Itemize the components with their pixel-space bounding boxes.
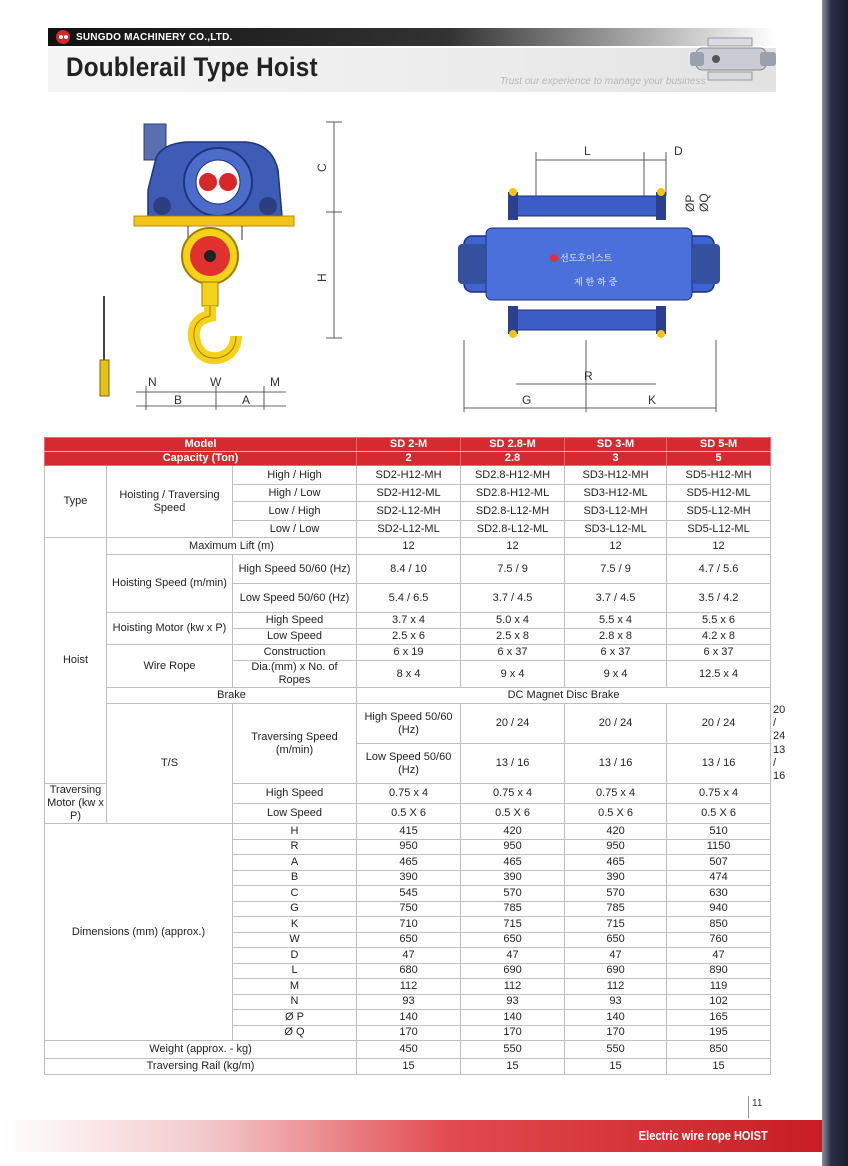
dim-label-n: N (148, 375, 157, 389)
dimension-row-label: N (233, 994, 357, 1010)
dimension-row-label: C (233, 886, 357, 902)
capacity-value: 5 (667, 452, 771, 466)
value-cell: SD2-L12-ML (357, 521, 461, 538)
value-cell: 93 (461, 994, 565, 1010)
table-row: T/S Traversing Speed (m/min) High Speed 50/60 (Hz) 20 / 24 20 / 24 20 / 24 20 / 24 (45, 704, 771, 744)
value-cell: 112 (461, 979, 565, 995)
value-cell: 140 (565, 1010, 667, 1026)
group-type: Type (45, 466, 107, 538)
company-brand (56, 30, 232, 44)
dimension-row-label: W (233, 932, 357, 948)
table-row (45, 438, 771, 452)
value-cell: 5.0 x 4 (461, 613, 565, 629)
value-cell: 950 (461, 839, 565, 855)
value-cell: 6 x 19 (357, 645, 461, 661)
value-cell: 170 (357, 1025, 461, 1041)
value-cell: 415 (357, 824, 461, 840)
value-cell: 119 (667, 979, 771, 995)
ts-motor-row-label: Low Speed (233, 804, 357, 824)
value-cell: 545 (357, 886, 461, 902)
value-cell: 0.75 x 4 (667, 784, 771, 804)
value-cell: 570 (461, 886, 565, 902)
value-cell: 47 (461, 948, 565, 964)
top-view-diagram (456, 140, 726, 415)
type-row-label: Low / High (233, 502, 357, 521)
value-cell: SD2-H12-ML (357, 485, 461, 502)
value-cell: 390 (565, 870, 667, 886)
value-cell: 12 (667, 538, 771, 555)
dimension-row-label: G (233, 901, 357, 917)
traversing-motor-label: Traversing Motor (kw x P) (45, 784, 107, 824)
value-cell: 15 (461, 1059, 565, 1075)
brake-value: DC Magnet Disc Brake (357, 688, 771, 704)
value-cell: SD2.8-H12-ML (461, 485, 565, 502)
value-cell: 785 (565, 901, 667, 917)
model-name: SD 2-M (357, 438, 461, 452)
group-hoist: Hoist (45, 538, 107, 784)
type-sub-label: Hoisting / Traversing Speed (107, 466, 233, 538)
value-cell: 15 (565, 1059, 667, 1075)
hoisting-speed-label: Hoisting Speed (m/min) (107, 555, 233, 613)
dimension-row-label: Ø Q (233, 1025, 357, 1041)
model-name: SD 2.8-M (461, 438, 565, 452)
motor-row-label: High Speed (233, 613, 357, 629)
value-cell: 8 x 4 (357, 661, 461, 688)
page-number-divider (748, 1096, 749, 1118)
footer-text: Electric wire rope HOIST (639, 1128, 768, 1143)
value-cell: 47 (565, 948, 667, 964)
value-cell: 6 x 37 (667, 645, 771, 661)
speed-row-label: Low Speed 50/60 (Hz) (233, 584, 357, 613)
table-row (45, 688, 771, 704)
value-cell: 0.75 x 4 (357, 784, 461, 804)
value-cell: 760 (667, 932, 771, 948)
value-cell: 450 (357, 1041, 461, 1059)
dim-label-p: ØP (683, 194, 697, 212)
page-title: Doublerail Type Hoist (66, 52, 318, 82)
dimension-row-label: L (233, 963, 357, 979)
value-cell: 680 (357, 963, 461, 979)
value-cell: 3.7 x 4 (357, 613, 461, 629)
value-cell: 9 x 4 (461, 661, 565, 688)
dimension-row-label: A (233, 855, 357, 871)
table-row (45, 452, 771, 466)
group-ts: T/S (107, 704, 233, 824)
value-cell: 650 (565, 932, 667, 948)
value-cell: 390 (357, 870, 461, 886)
value-cell: 4.7 / 5.6 (667, 555, 771, 584)
plate-text-capacity: 제 한 하 중 (574, 278, 618, 288)
table-row (45, 538, 771, 555)
dimension-row-label: H (233, 824, 357, 840)
dim-label-b: B (174, 393, 183, 407)
ts-motor-row-label: High Speed (233, 784, 357, 804)
capacity-value: 3 (565, 452, 667, 466)
type-row-label: High / High (233, 466, 357, 485)
dim-label-w: W (210, 375, 222, 389)
value-cell: 170 (565, 1025, 667, 1041)
capacity-value: 2 (357, 452, 461, 466)
rope-row-label: Dia.(mm) x No. of Ropes (233, 661, 357, 688)
company-name: SUNGDO MACHINERY CO.,LTD. (76, 31, 233, 43)
dim-label-r: R (584, 369, 593, 383)
capacity-value: 2.8 (461, 452, 565, 466)
value-cell: 20 / 24 (565, 704, 667, 744)
value-cell: 112 (357, 979, 461, 995)
value-cell: SD5-H12-MH (667, 466, 771, 485)
page-number: 11 (752, 1098, 763, 1109)
value-cell: 750 (357, 901, 461, 917)
value-cell: 12 (461, 538, 565, 555)
value-cell: 570 (565, 886, 667, 902)
brake-label: Brake (107, 688, 357, 704)
value-cell: 13 / 16 (565, 744, 667, 784)
value-cell: SD5-L12-MH (667, 502, 771, 521)
value-cell: SD2.8-L12-MH (461, 502, 565, 521)
dimension-row-label: Ø P (233, 1010, 357, 1026)
value-cell: 715 (565, 917, 667, 933)
value-cell: 465 (565, 855, 667, 871)
dim-label-q: ØQ (697, 193, 711, 212)
ts-speed-row-label: High Speed 50/60 (Hz) (357, 704, 461, 744)
value-cell: 165 (667, 1010, 771, 1026)
value-cell: 0.75 x 4 (565, 784, 667, 804)
value-cell: 13 / 16 (667, 744, 771, 784)
value-cell: 890 (667, 963, 771, 979)
company-logo-icon (56, 30, 70, 44)
value-cell: 850 (667, 917, 771, 933)
value-cell: SD2.8-H12-MH (461, 466, 565, 485)
dimension-row-label: M (233, 979, 357, 995)
ts-speed-row-label: Low Speed 50/60 (Hz) (357, 744, 461, 784)
value-cell: 0.5 X 6 (461, 804, 565, 824)
dim-label-l: L (584, 144, 591, 158)
table-row (45, 613, 771, 629)
value-cell: 47 (357, 948, 461, 964)
value-cell: 7.5 / 9 (461, 555, 565, 584)
value-cell: 140 (461, 1010, 565, 1026)
table-row: Low Speed 50/60 (Hz) 13 / 16 13 / 16 13 / 16 13 / 16 (45, 744, 771, 784)
table-row (45, 555, 771, 584)
value-cell: 850 (667, 1041, 771, 1059)
value-cell: 420 (461, 824, 565, 840)
value-cell: 630 (667, 886, 771, 902)
value-cell: 950 (565, 839, 667, 855)
spec-table (44, 437, 786, 1075)
weight-label: Weight (approx. - kg) (45, 1041, 357, 1059)
value-cell: 13 / 16 (461, 744, 565, 784)
hoisting-motor-label: Hoisting Motor (kw x P) (107, 613, 233, 645)
speed-row-label: High Speed 50/60 (Hz) (233, 555, 357, 584)
value-cell: 0.5 X 6 (565, 804, 667, 824)
value-cell: 465 (357, 855, 461, 871)
table-row (45, 466, 771, 485)
capacity-header: Capacity (Ton) (45, 452, 357, 466)
value-cell: 2.5 x 8 (461, 629, 565, 645)
value-cell: 650 (357, 932, 461, 948)
table-row (45, 824, 771, 840)
value-cell: 170 (461, 1025, 565, 1041)
value-cell: 2.8 x 8 (565, 629, 667, 645)
value-cell: 6 x 37 (565, 645, 667, 661)
value-cell: 940 (667, 901, 771, 917)
dimension-row-label: B (233, 870, 357, 886)
value-cell: SD3-L12-MH (565, 502, 667, 521)
value-cell: 650 (461, 932, 565, 948)
value-cell: 5.4 / 6.5 (357, 584, 461, 613)
page-edge (822, 0, 848, 1166)
value-cell: 3.5 / 4.2 (667, 584, 771, 613)
value-cell: 785 (461, 901, 565, 917)
plate-text-brand: 선도호이스트 (560, 254, 613, 264)
value-cell: SD5-H12-ML (667, 485, 771, 502)
value-cell: 3.7 / 4.5 (565, 584, 667, 613)
value-cell: 2.5 x 6 (357, 629, 461, 645)
value-cell: 3.7 / 4.5 (461, 584, 565, 613)
table-row (45, 1059, 771, 1075)
value-cell: 7.5 / 9 (565, 555, 667, 584)
value-cell: 715 (461, 917, 565, 933)
value-cell: 690 (461, 963, 565, 979)
traversing-speed-label: Traversing Speed (m/min) (233, 704, 357, 784)
value-cell: 710 (357, 917, 461, 933)
dimension-row-label: D (233, 948, 357, 964)
dim-label-g: G (522, 393, 532, 407)
value-cell: 15 (667, 1059, 771, 1075)
value-cell: 20 / 24 (667, 704, 771, 744)
dimension-row-label: K (233, 917, 357, 933)
value-cell: SD3-H12-MH (565, 466, 667, 485)
dim-label-d: D (674, 144, 683, 158)
value-cell: 1150 (667, 839, 771, 855)
value-cell: 5.5 x 4 (565, 613, 667, 629)
value-cell: 47 (667, 948, 771, 964)
value-cell: 0.5 X 6 (357, 804, 461, 824)
value-cell: 4.2 x 8 (667, 629, 771, 645)
value-cell: SD2-L12-MH (357, 502, 461, 521)
dimension-row-label: R (233, 839, 357, 855)
value-cell: SD2-H12-MH (357, 466, 461, 485)
value-cell: 112 (565, 979, 667, 995)
value-cell: 20 / 24 (461, 704, 565, 744)
slogan: Trust our experience to manage your business (500, 76, 706, 87)
value-cell: SD5-L12-ML (667, 521, 771, 538)
value-cell: 12.5 x 4 (667, 661, 771, 688)
value-cell: 465 (461, 855, 565, 871)
table-row (45, 645, 771, 661)
value-cell: 6 x 37 (461, 645, 565, 661)
max-lift-label: Maximum Lift (m) (107, 538, 357, 555)
value-cell: 93 (357, 994, 461, 1010)
dim-label-m: M (270, 375, 280, 389)
value-cell: 550 (565, 1041, 667, 1059)
value-cell: 140 (357, 1010, 461, 1026)
value-cell: SD3-H12-ML (565, 485, 667, 502)
dim-label-k: K (648, 393, 657, 407)
value-cell: 12 (357, 538, 461, 555)
value-cell: 12 (565, 538, 667, 555)
wire-rope-label: Wire Rope (107, 645, 233, 688)
value-cell: 550 (461, 1041, 565, 1059)
value-cell: 195 (667, 1025, 771, 1041)
dim-label-a: A (242, 393, 251, 407)
value-cell: SD3-L12-ML (565, 521, 667, 538)
value-cell: 0.75 x 4 (461, 784, 565, 804)
value-cell: 507 (667, 855, 771, 871)
rail-label: Traversing Rail (kg/m) (45, 1059, 357, 1075)
value-cell: 15 (357, 1059, 461, 1075)
value-cell: 420 (565, 824, 667, 840)
value-cell: 5.5 x 6 (667, 613, 771, 629)
table-row (45, 1041, 771, 1059)
value-cell: 102 (667, 994, 771, 1010)
dim-label-c: C (315, 163, 329, 172)
hoist-thumbnail-icon (690, 30, 776, 92)
model-header: Model (45, 438, 357, 452)
side-view-diagram (96, 110, 346, 420)
value-cell: 0.5 X 6 (667, 804, 771, 824)
rope-row-label: Construction (233, 645, 357, 661)
type-row-label: Low / Low (233, 521, 357, 538)
motor-row-label: Low Speed (233, 629, 357, 645)
group-dimensions: Dimensions (mm) (approx.) (45, 824, 233, 1041)
dim-label-h: H (315, 273, 329, 282)
model-name: SD 3-M (565, 438, 667, 452)
type-row-label: High / Low (233, 485, 357, 502)
value-cell: 690 (565, 963, 667, 979)
value-cell: 510 (667, 824, 771, 840)
value-cell: 950 (357, 839, 461, 855)
value-cell: 474 (667, 870, 771, 886)
value-cell: 9 x 4 (565, 661, 667, 688)
value-cell: 93 (565, 994, 667, 1010)
value-cell: 8.4 / 10 (357, 555, 461, 584)
value-cell: 390 (461, 870, 565, 886)
value-cell: SD2.8-L12-ML (461, 521, 565, 538)
model-name: SD 5-M (667, 438, 771, 452)
